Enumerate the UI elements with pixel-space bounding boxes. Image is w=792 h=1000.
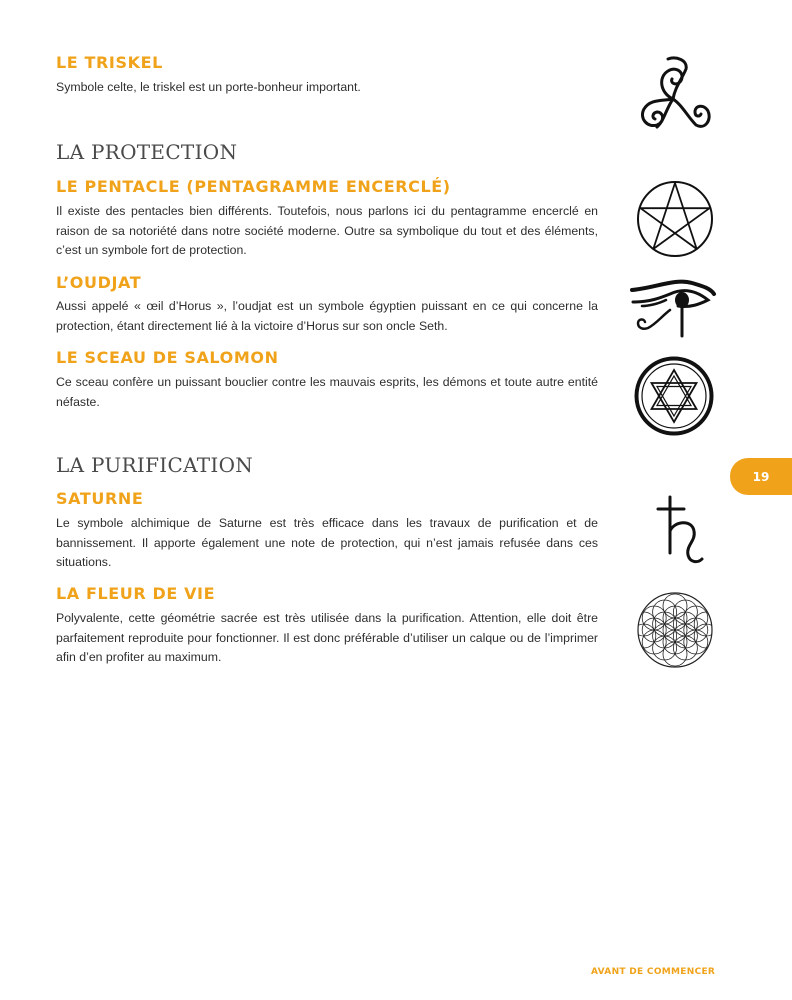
flower-of-life-icon xyxy=(636,591,714,669)
entry-text-flower-of-life: Polyvalente, cette géométrie sacrée est très utilisée dans la purification. Attention, elle doit être parfaitement reproduite pour fonctionner. Il est donc préférable d’utiliser un calque ou de l’imprimer afin d’en profiter au maximum. xyxy=(56,611,598,664)
entry-title-oudjat: L’OUDJAT xyxy=(56,273,142,292)
section-title-protection: LA PROTECTION xyxy=(56,140,238,164)
seal-of-solomon-icon xyxy=(634,356,714,436)
entry-title-pentacle: LE PENTACLE (PENTAGRAMME ENCERCLÉ) xyxy=(56,177,451,196)
section-title-purification: LA PURIFICATION xyxy=(56,453,254,477)
pentacle-icon xyxy=(636,180,714,258)
entry-title-flower-of-life: LA FLEUR DE VIE xyxy=(56,584,216,603)
entry-title-seal-of-solomon: LE SCEAU DE SALOMON xyxy=(56,348,279,367)
entry-text-oudjat: Aussi appelé « œil d’Horus », l’oudjat est un symbole égyptien puissant en ce qui concerne la protection, étant directement lié à la victoire d’Horus sur son oncle Seth. xyxy=(56,299,598,333)
page-number: 19 xyxy=(752,469,770,484)
entry-text-saturn: Le symbole alchimique de Saturne est très efficace dans les travaux de purification et de bannissement. Il apporte également une note de protection, qui n’est jamais refusée dans ces situations. xyxy=(56,516,598,569)
entry-title-triskel: LE TRISKEL xyxy=(56,53,163,72)
eye-of-horus-icon xyxy=(630,278,718,338)
entry-title-saturn: SATURNE xyxy=(56,489,144,508)
saturn-symbol-icon xyxy=(656,495,706,567)
entry-text-triskel: Symbole celte, le triskel est un porte-bonheur important. xyxy=(56,80,361,94)
running-footer: AVANT DE COMMENCER xyxy=(591,967,716,977)
entry-text-pentacle: Il existe des pentacles bien différents. Toutefois, nous parlons ici du pentagramme encerclé en raison de sa notoriété dans notre société moderne. Outre sa symbolique du tout et des éléments, c’est un symbole fort de protection. xyxy=(56,204,598,257)
entry-text-seal-of-solomon: Ce sceau confère un puissant bouclier contre les mauvais esprits, les démons et toute autre entité néfaste. xyxy=(56,375,598,409)
triskel-icon xyxy=(632,55,714,130)
page-number-tab xyxy=(730,458,792,495)
